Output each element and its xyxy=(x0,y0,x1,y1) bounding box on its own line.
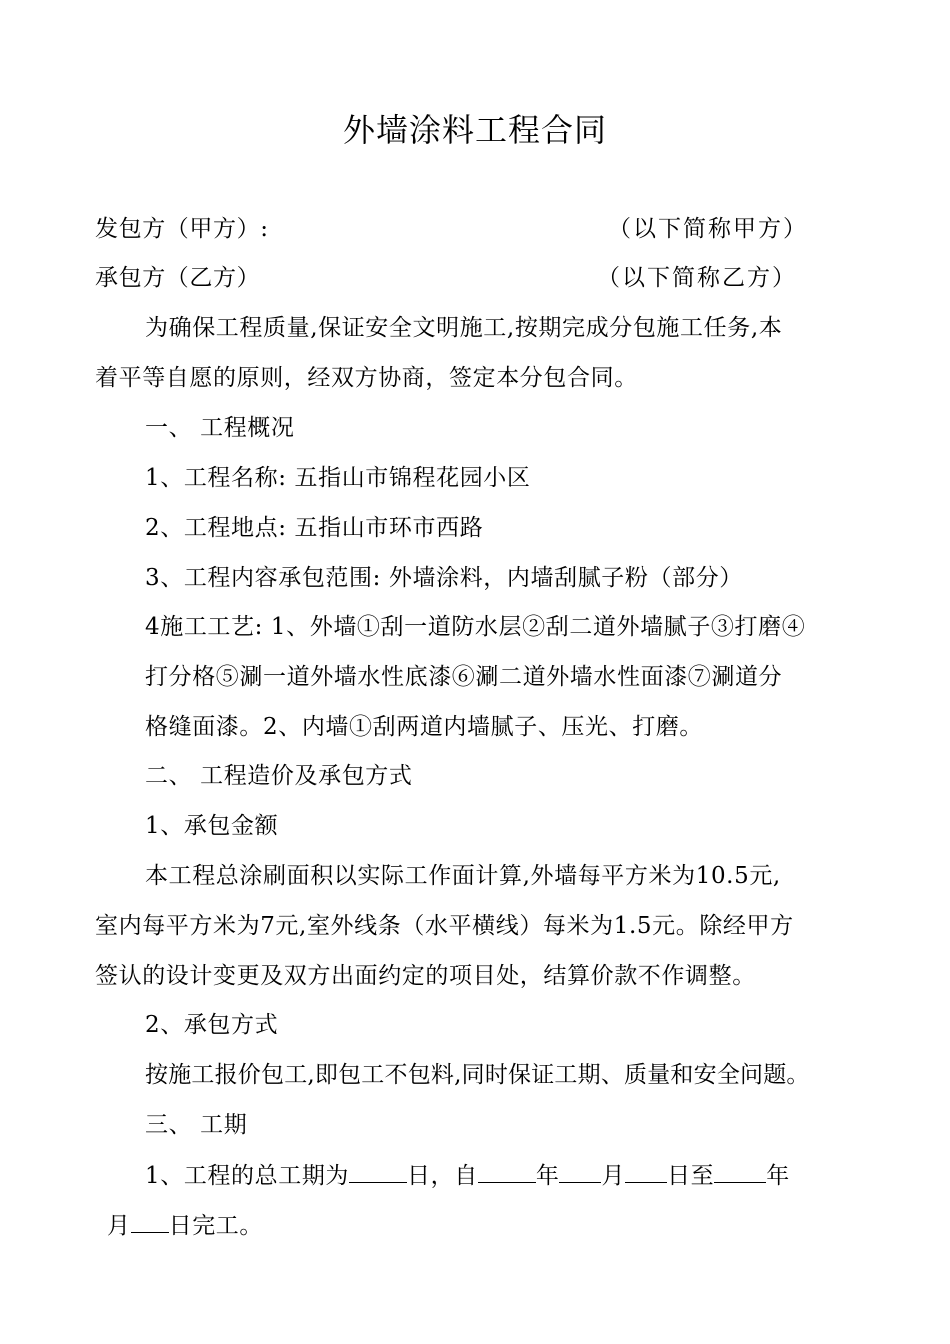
project-location: 2、工程地点: 五指山市环市西路 xyxy=(145,515,484,541)
period-text: 日，自 xyxy=(407,1163,478,1189)
period-text: 1、工程的总工期为 xyxy=(145,1163,350,1189)
document-title: 外墙涂料工程合同 xyxy=(342,111,607,149)
party-a-label: 发包方（甲方）: xyxy=(95,216,269,242)
process-line-1: 4施工工艺: 1、外墙①刮一道防水层②刮二道外墙腻子③打磨④ xyxy=(145,614,806,640)
end-day-blank[interactable] xyxy=(131,1210,169,1233)
section1-heading: 一、 工程概况 xyxy=(145,415,295,441)
intro-line-1: 为确保工程质量,保证安全文明施工,按期完成分包施工任务,本 xyxy=(145,315,783,341)
contract-amount-heading: 1、承包金额 xyxy=(145,813,279,839)
party-b-label: 承包方（乙方） xyxy=(95,265,261,291)
end-year-blank[interactable] xyxy=(714,1160,766,1183)
period-line-2 xyxy=(107,1210,263,1241)
period-text: 年 xyxy=(766,1163,790,1189)
start-day-blank[interactable] xyxy=(625,1160,667,1183)
contract-method-text: 按施工报价包工,即包工不包料,同时保证工期、质量和安全问题。 xyxy=(145,1062,810,1088)
start-year-blank[interactable] xyxy=(478,1160,536,1183)
period-text: 月 xyxy=(601,1163,626,1189)
project-scope: 3、工程内容承包范围: 外墙涂料，内墙刮腻子粉（部分） xyxy=(145,565,743,591)
party-a-note: （以下简称甲方） xyxy=(608,216,808,242)
party-b-note: （以下简称乙方） xyxy=(597,265,797,291)
process-line-2: 打分格⑤涮一道外墙水性底漆⑥涮二道外墙水性面漆⑦涮道分 xyxy=(145,664,783,690)
amount-line-1: 本工程总涂刷面积以实际工作面计算,外墙每平方米为10.5元, xyxy=(145,863,781,889)
section3-heading: 三、 工期 xyxy=(145,1112,248,1138)
days-blank[interactable] xyxy=(349,1160,407,1183)
amount-line-2: 室内每平方米为7元,室外线条（水平横线）每米为1.5元。除经甲方 xyxy=(95,913,794,939)
start-month-blank[interactable] xyxy=(559,1160,601,1183)
period-line-1 xyxy=(145,1160,790,1191)
period-text: 日完工。 xyxy=(168,1213,264,1239)
amount-line-3: 签认的设计变更及双方出面约定的项目处，结算价款不作调整。 xyxy=(95,963,756,989)
section2-heading: 二、 工程造价及承包方式 xyxy=(145,763,413,789)
period-text: 年 xyxy=(535,1163,560,1189)
contract-method-heading: 2、承包方式 xyxy=(145,1012,279,1038)
period-text: 月 xyxy=(107,1213,131,1239)
intro-line-2: 着平等自愿的原则，经双方协商，签定本分包合同。 xyxy=(95,365,638,391)
process-line-3: 格缝面漆。2、内墙①刮两道内墙腻子、压光、打磨。 xyxy=(145,714,704,740)
project-name: 1、工程名称: 五指山市锦程花园小区 xyxy=(145,465,531,491)
period-text: 日至 xyxy=(667,1163,715,1189)
